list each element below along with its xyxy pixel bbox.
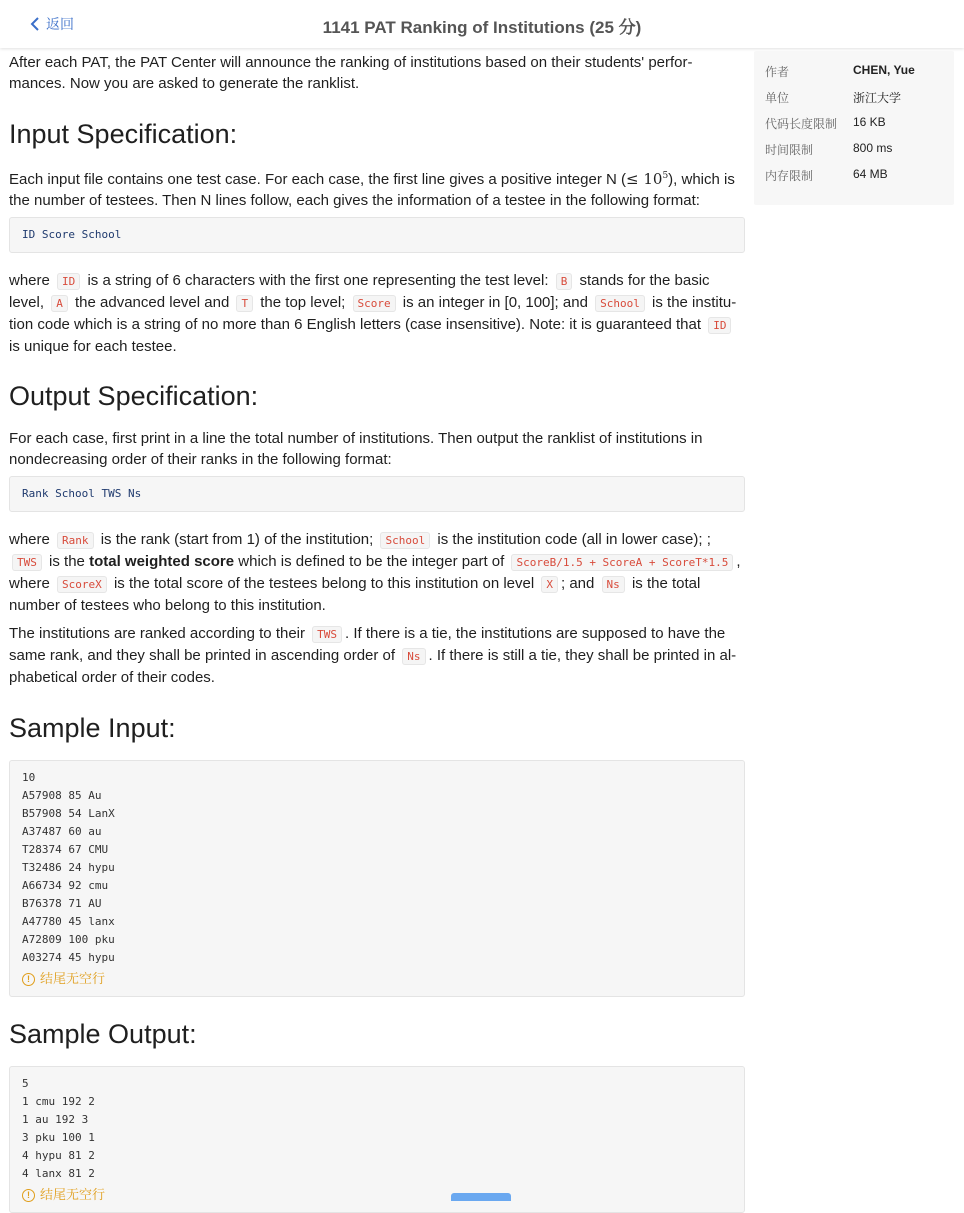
top-bar <box>0 0 964 48</box>
sample-input-block[interactable] <box>9 760 745 997</box>
input-paragraph-2: where ID is a string of 6 characters with the first one representing the test level: B stands for the basic level, A the advanced level and T the top level; Score is an integer in [0, 100]; and School is the institu-tion code which is a string of no more than 6 English letters (case insensitive). Note: it is guaranteed that ID is unique for each testee. <box>9 272 737 355</box>
sample-output-block[interactable] <box>9 1066 745 1213</box>
sample-input-code: 10 A57908 85 Au B57908 54 LanX A37487 60 au T28374 67 CMU T32486 24 hypu A66734 92 cmu B76378 71 AU A47780 45 lanx A72809 100 pku A03274 45 hypu <box>22 771 115 964</box>
problem-content <box>9 52 745 1213</box>
input-heading: Input Specification: <box>9 119 238 149</box>
output-paragraph-2: where Rank is the rank (start from 1) of the institution; School is the institution code (all in lower case); ; TWS is the total weighted score which is defined to be the integer part of ScoreB/1.5 + ScoreA + ScoreT*1.5 , where ScoreX is the total score of the testees belong to this institution on level X ; and Ns is the total number of testees who belong to this institution. <box>9 531 741 614</box>
inline-code: Ns <box>602 576 625 593</box>
output-format-block: Rank School TWS Ns <box>9 476 745 512</box>
inline-code: Ns <box>402 648 425 665</box>
math-expression: ≤ $10^5$ <box>626 170 669 188</box>
info-row-author: 作者 CHEN, Yue <box>765 63 915 79</box>
inline-code: School <box>380 532 430 549</box>
output-paragraph-1: For each case, first print in a line the total number of institutions. Then output the ranklist of institutions in nondecreasing order of their ranks in the following format: <box>9 430 703 468</box>
output-heading: Output Specification: <box>9 381 259 411</box>
inline-code: B <box>556 273 573 290</box>
warning-icon: ! <box>22 973 35 986</box>
bottom-action-button[interactable] <box>451 1193 511 1201</box>
intro-text: After each PAT, the PAT Center will announce the ranking of institutions based on their students' perfor-mances. Now you are asked to generate the ranklist. <box>9 54 693 92</box>
no-trailing-newline-note: ! 结尾无空行 <box>22 1186 732 1204</box>
output-paragraph-3: The institutions are ranked according to their TWS . If there is a tie, the institutions are supposed to have the same rank, and they shall be printed in ascending order of Ns . If there is still a tie, they shall be printed in al-phabetical order of their codes. <box>9 625 737 686</box>
info-row-time-limit: 时间限制 800 ms <box>765 141 893 157</box>
bold-text: total weighted score <box>89 553 235 570</box>
no-trailing-newline-note: ! 结尾无空行 <box>22 970 732 988</box>
problem-info-panel <box>754 51 954 205</box>
info-row-organization: 单位 浙江大学 <box>765 91 902 105</box>
inline-code: T <box>236 295 253 312</box>
inline-code: TWS <box>12 554 42 571</box>
warning-icon: ! <box>22 1189 35 1202</box>
sample-input-heading: Sample Input: <box>9 713 176 743</box>
info-row-code-size-limit: 代码长度限制 16 KB <box>765 115 886 131</box>
inline-code: Score <box>353 295 396 312</box>
back-label: 返回 <box>46 16 74 32</box>
inline-code: ScoreX <box>57 576 107 593</box>
input-paragraph-1: Each input file contains one test case. For each case, the first line gives a positive integer N (≤ $10^5$), which is the number of testees. Then N lines follow, each gives the information of a testee in the following format: <box>9 170 735 209</box>
sample-output-code: 5 1 cmu 192 2 1 au 192 3 3 pku 100 1 4 hypu 81 2 4 lanx 81 2 <box>22 1077 95 1180</box>
inline-code: TWS <box>312 626 342 643</box>
inline-code: ID <box>57 273 80 290</box>
page-title: 1141 PAT Ranking of Institutions (25 分) <box>322 18 642 37</box>
inline-code: School <box>595 295 645 312</box>
inline-code: ID <box>708 317 731 334</box>
inline-code: A <box>51 295 68 312</box>
input-format-block: ID Score School <box>9 217 745 253</box>
inline-code: X <box>541 576 558 593</box>
inline-code: ScoreB/1.5 + ScoreA + ScoreT*1.5 <box>511 554 733 571</box>
inline-code: Rank <box>57 532 94 549</box>
sample-output-heading: Sample Output: <box>9 1019 197 1049</box>
info-row-memory-limit: 内存限制 64 MB <box>765 167 888 183</box>
